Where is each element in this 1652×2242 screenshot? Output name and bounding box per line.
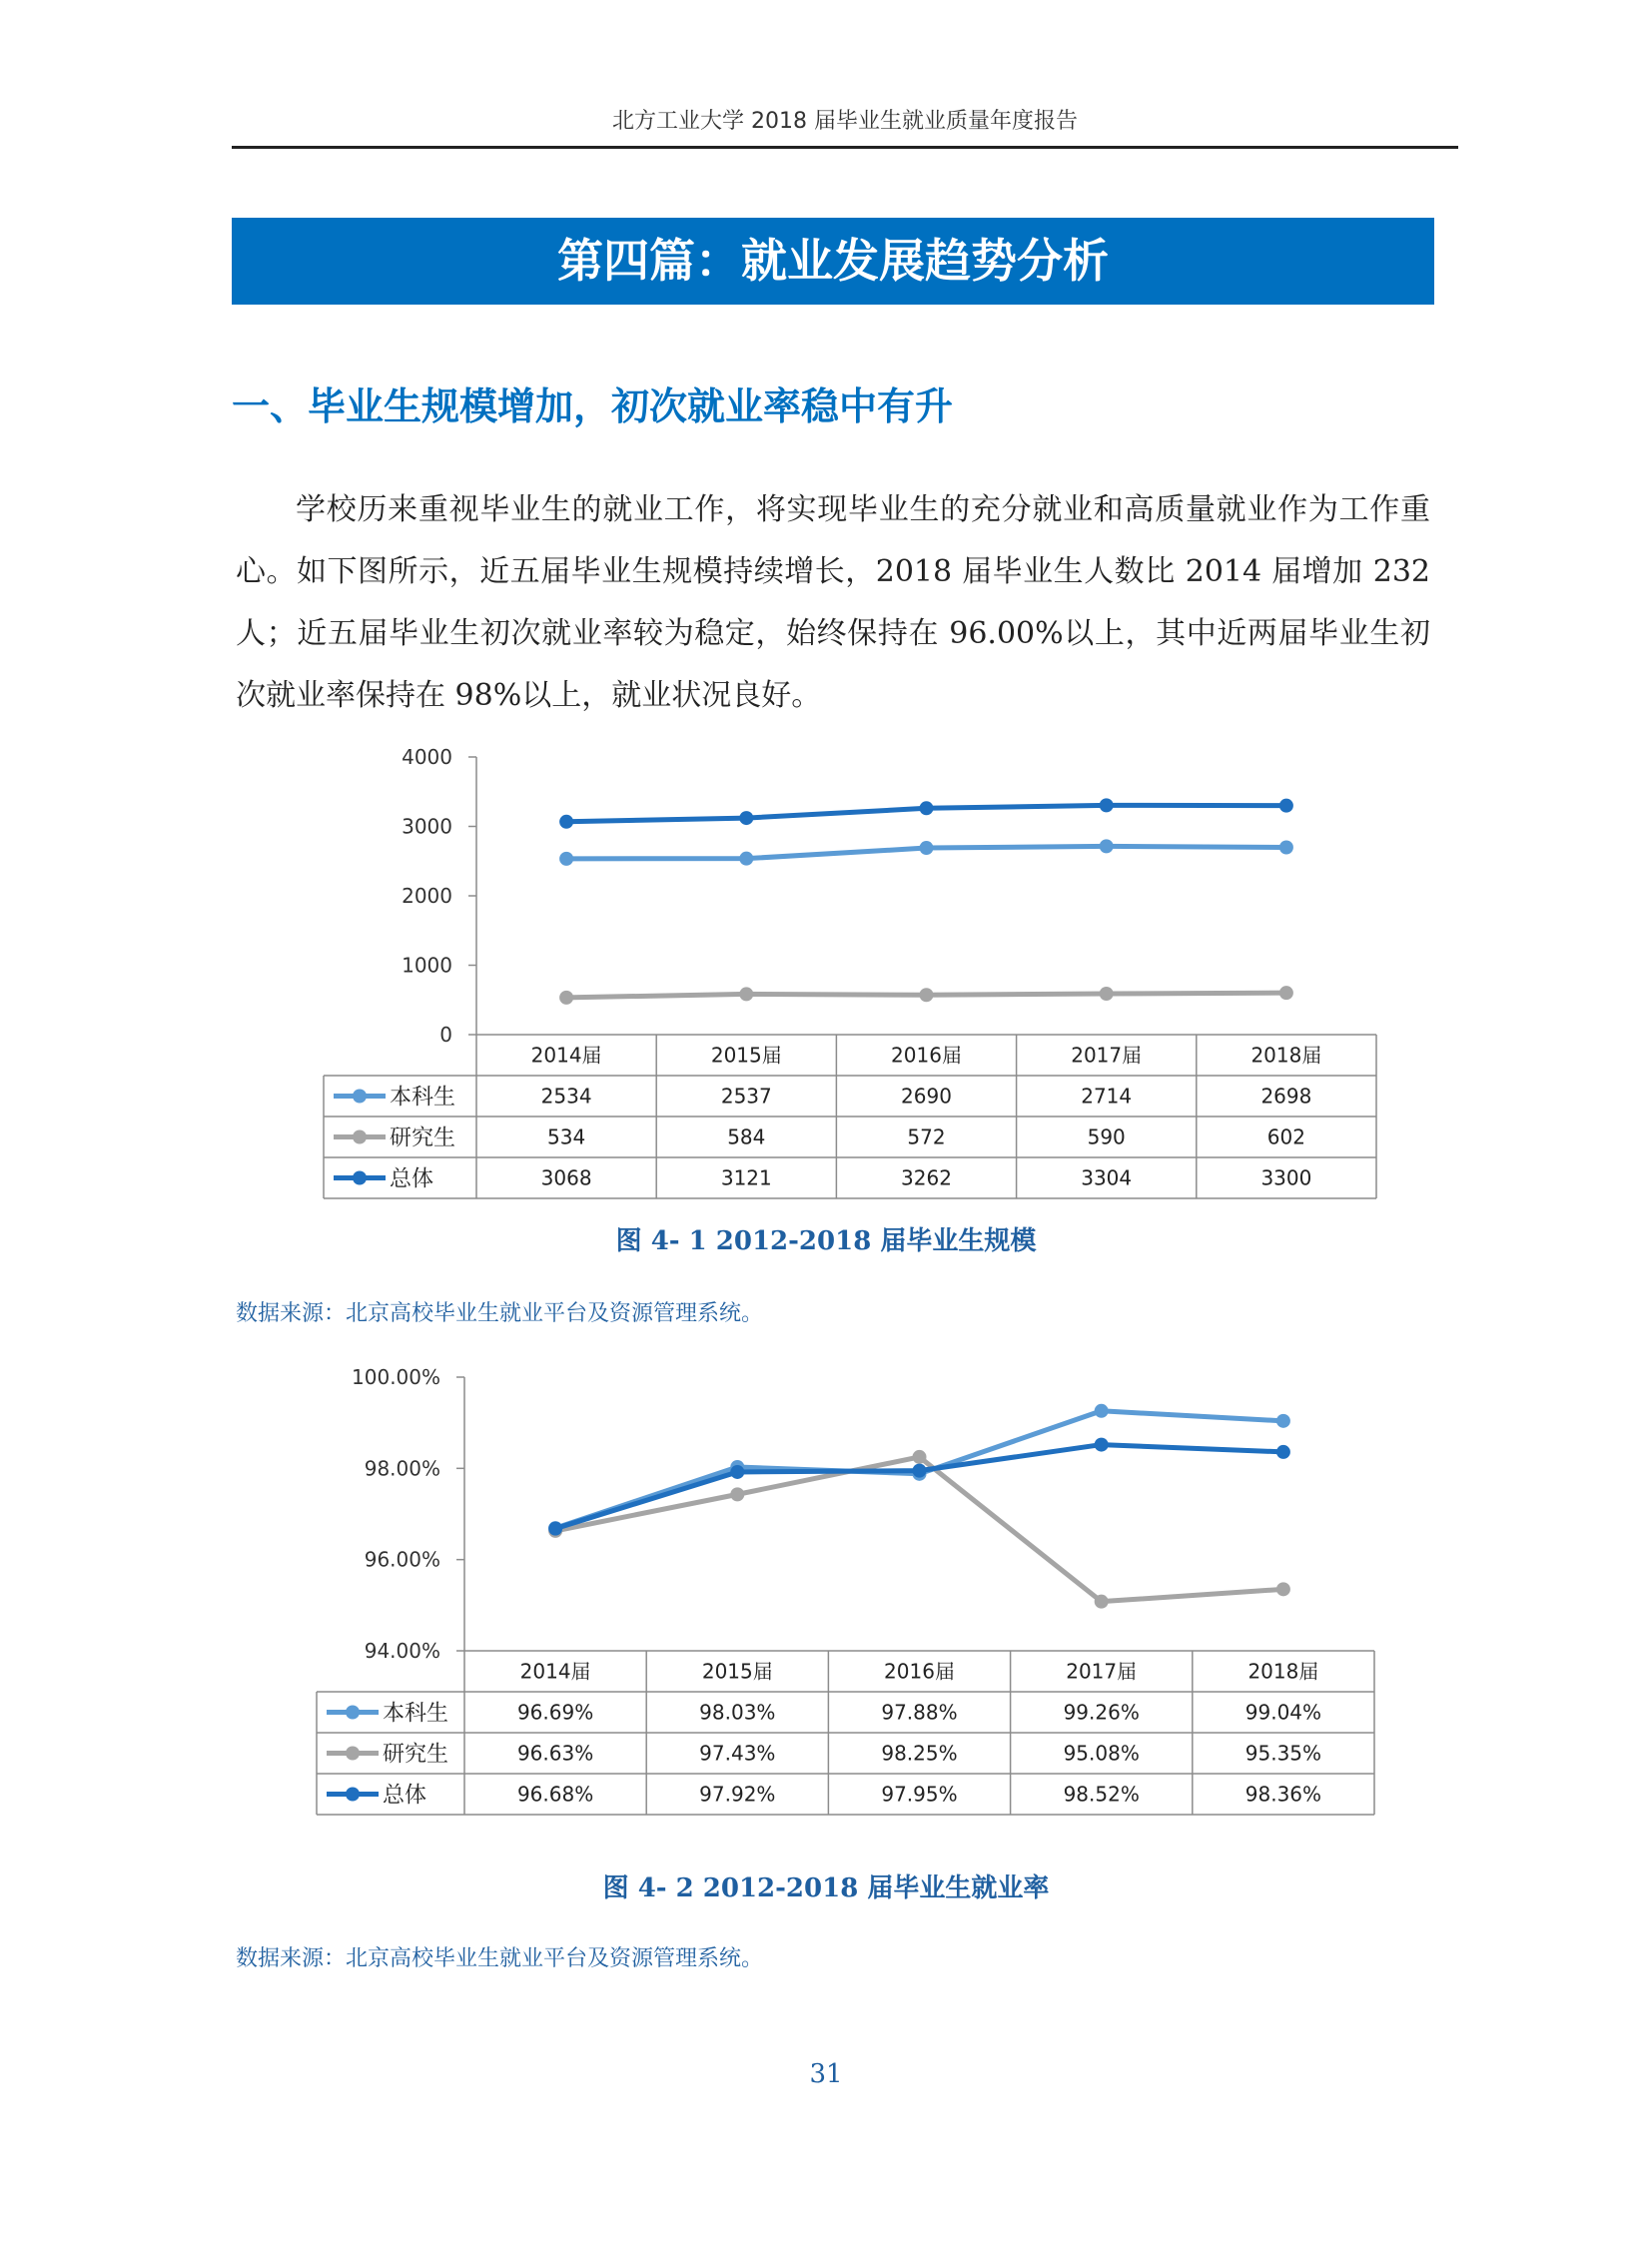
chart1-data-label: 534 xyxy=(547,1124,586,1149)
chart1-data-point xyxy=(1100,839,1114,853)
chart1-data-label: 2714 xyxy=(1081,1084,1133,1109)
running-header: 北方工业大学 2018 届毕业生就业质量年度报告 xyxy=(612,109,1078,134)
chart2-data-label: 96.63% xyxy=(516,1741,594,1766)
chart1-data-point xyxy=(1279,799,1293,813)
chart2-legend-label-1: 研究生 xyxy=(383,1742,449,1768)
chart2-legend-marker-1 xyxy=(346,1747,360,1761)
chart2-data-label: 97.95% xyxy=(881,1782,958,1807)
chart2-category-label: 2018届 xyxy=(1247,1659,1319,1684)
chart2-data-label: 96.68% xyxy=(516,1782,594,1807)
chart1-data-label: 3300 xyxy=(1260,1165,1312,1190)
chart2-data-point xyxy=(1276,1414,1290,1428)
chart2-data-label: 97.43% xyxy=(699,1741,776,1766)
chart1-y-tick-label: 0 xyxy=(439,1023,452,1047)
employment-rate-chart xyxy=(0,1363,1652,1848)
chart1-legend-label-0: 本科生 xyxy=(390,1085,456,1111)
chart2-data-label: 97.92% xyxy=(699,1782,776,1807)
chart2-legend-marker-0 xyxy=(346,1706,360,1720)
chart1-data-point xyxy=(1100,798,1114,812)
chart2-data-point xyxy=(548,1522,562,1536)
enrollment-chart-svg xyxy=(0,739,1652,1218)
chart2-data-label: 95.35% xyxy=(1244,1741,1322,1766)
figure1-caption: 图 4- 1 2012-2018 届毕业生规模 xyxy=(615,1226,1037,1256)
chart2-data-label: 97.88% xyxy=(881,1700,958,1725)
chapter-title: 第四篇：就业发展趋势分析 xyxy=(557,234,1109,288)
chart1-data-point xyxy=(739,987,753,1001)
chart2-category-label: 2015届 xyxy=(701,1659,773,1684)
chart1-data-label: 2534 xyxy=(540,1084,592,1109)
chart2-legend-marker-2 xyxy=(346,1788,360,1802)
chart1-data-point xyxy=(920,801,934,815)
chart2-data-label: 95.08% xyxy=(1063,1741,1140,1766)
chart2-data-point xyxy=(1095,1595,1109,1609)
chart2-data-label: 98.25% xyxy=(881,1741,958,1766)
chart1-category-label: 2018届 xyxy=(1250,1043,1322,1068)
chart2-category-label: 2014届 xyxy=(519,1659,591,1684)
figure2-caption: 图 4- 2 2012-2018 届毕业生就业率 xyxy=(602,1873,1050,1903)
chart1-data-label: 3304 xyxy=(1081,1165,1133,1190)
section-heading: 一、毕业生规模增加，初次就业率稳中有升 xyxy=(232,384,954,428)
chart1-y-tick-label: 2000 xyxy=(402,884,452,908)
chart2-legend-label-2: 总体 xyxy=(383,1783,427,1809)
chart1-data-label: 584 xyxy=(727,1124,766,1149)
chart2-data-label: 99.04% xyxy=(1244,1700,1322,1725)
chart1-data-point xyxy=(920,841,934,855)
chart2-data-point xyxy=(1276,1582,1290,1596)
chart1-legend-marker-2 xyxy=(353,1171,367,1185)
chart2-data-label: 98.52% xyxy=(1063,1782,1140,1807)
chart1-data-point xyxy=(1279,986,1293,1000)
chart2-data-point xyxy=(1095,1438,1109,1452)
chart2-data-point xyxy=(913,1464,927,1478)
chart1-y-tick-label: 4000 xyxy=(402,745,452,769)
chart1-data-label: 590 xyxy=(1087,1124,1126,1149)
chart1-data-point xyxy=(559,991,573,1005)
chart1-category-label: 2015届 xyxy=(710,1043,782,1068)
chart2-data-point xyxy=(730,1487,744,1501)
chart2-data-point xyxy=(1095,1404,1109,1418)
chart1-data-point xyxy=(739,852,753,866)
chart2-y-tick-label: 96.00% xyxy=(364,1547,440,1572)
chart1-data-point xyxy=(559,815,573,829)
chart1-data-label: 2537 xyxy=(720,1084,772,1109)
chart1-legend-marker-0 xyxy=(353,1090,367,1104)
chart2-data-label: 98.36% xyxy=(1244,1782,1322,1807)
chart1-data-label: 2698 xyxy=(1260,1084,1312,1109)
chart1-y-tick-label: 3000 xyxy=(402,814,452,839)
chart1-legend-label-1: 研究生 xyxy=(390,1125,456,1151)
chart1-data-label: 3121 xyxy=(720,1165,772,1190)
chart1-data-point xyxy=(920,988,934,1002)
chart1-category-label: 2017届 xyxy=(1071,1043,1143,1068)
intro-paragraph xyxy=(236,479,1430,727)
chart2-y-tick-label: 98.00% xyxy=(364,1456,440,1481)
header-rule xyxy=(232,146,1458,149)
chart2-data-label: 99.26% xyxy=(1063,1700,1140,1725)
chart1-data-point xyxy=(739,811,753,825)
page-number: 31 xyxy=(809,2059,843,2089)
chart2-category-label: 2016届 xyxy=(884,1659,955,1684)
enrollment-chart xyxy=(0,739,1652,1218)
employment-rate-chart-svg xyxy=(0,1363,1652,1848)
figure2-source: 数据来源：北京高校毕业生就业平台及资源管理系统。 xyxy=(236,1946,764,1971)
chart2-y-tick-label: 100.00% xyxy=(352,1365,440,1389)
chart1-data-label: 2690 xyxy=(901,1084,952,1109)
chart1-data-point xyxy=(559,852,573,866)
chart2-data-point xyxy=(730,1465,744,1479)
figure1-source: 数据来源：北京高校毕业生就业平台及资源管理系统。 xyxy=(236,1301,764,1326)
chart1-data-point xyxy=(1279,840,1293,854)
chart2-data-label: 98.03% xyxy=(699,1700,776,1725)
chart1-data-label: 572 xyxy=(907,1124,946,1149)
chart1-legend-label-2: 总体 xyxy=(390,1166,434,1192)
chart1-category-label: 2016届 xyxy=(891,1043,962,1068)
chart2-data-point xyxy=(1276,1445,1290,1459)
chart1-data-label: 602 xyxy=(1266,1124,1305,1149)
chart2-category-label: 2017届 xyxy=(1066,1659,1138,1684)
chart1-data-point xyxy=(1100,987,1114,1001)
chart1-y-tick-label: 1000 xyxy=(402,953,452,978)
chart1-category-label: 2014届 xyxy=(530,1043,602,1068)
chart2-data-label: 96.69% xyxy=(516,1700,594,1725)
intro-text: 学校历来重视毕业生的就业工作，将实现毕业生的充分就业和高质量就业作为工作重心。如下图所示，近五届毕业生规模持续增长，2018 届毕业生人数比 2014 届增加 232 人；近五届毕业生初次就业率较为稳定，始终保持在 96.00%以上，其中近两届毕业生初次就业率保持在 98%以上，就业状况良好。 xyxy=(236,492,1430,713)
chart2-data-point xyxy=(913,1450,927,1464)
chart1-data-label: 3068 xyxy=(540,1165,592,1190)
chart1-legend-marker-1 xyxy=(353,1130,367,1144)
chart2-y-tick-label: 94.00% xyxy=(364,1639,440,1663)
chart1-data-label: 3262 xyxy=(901,1165,952,1190)
chart2-legend-label-0: 本科生 xyxy=(383,1701,449,1727)
